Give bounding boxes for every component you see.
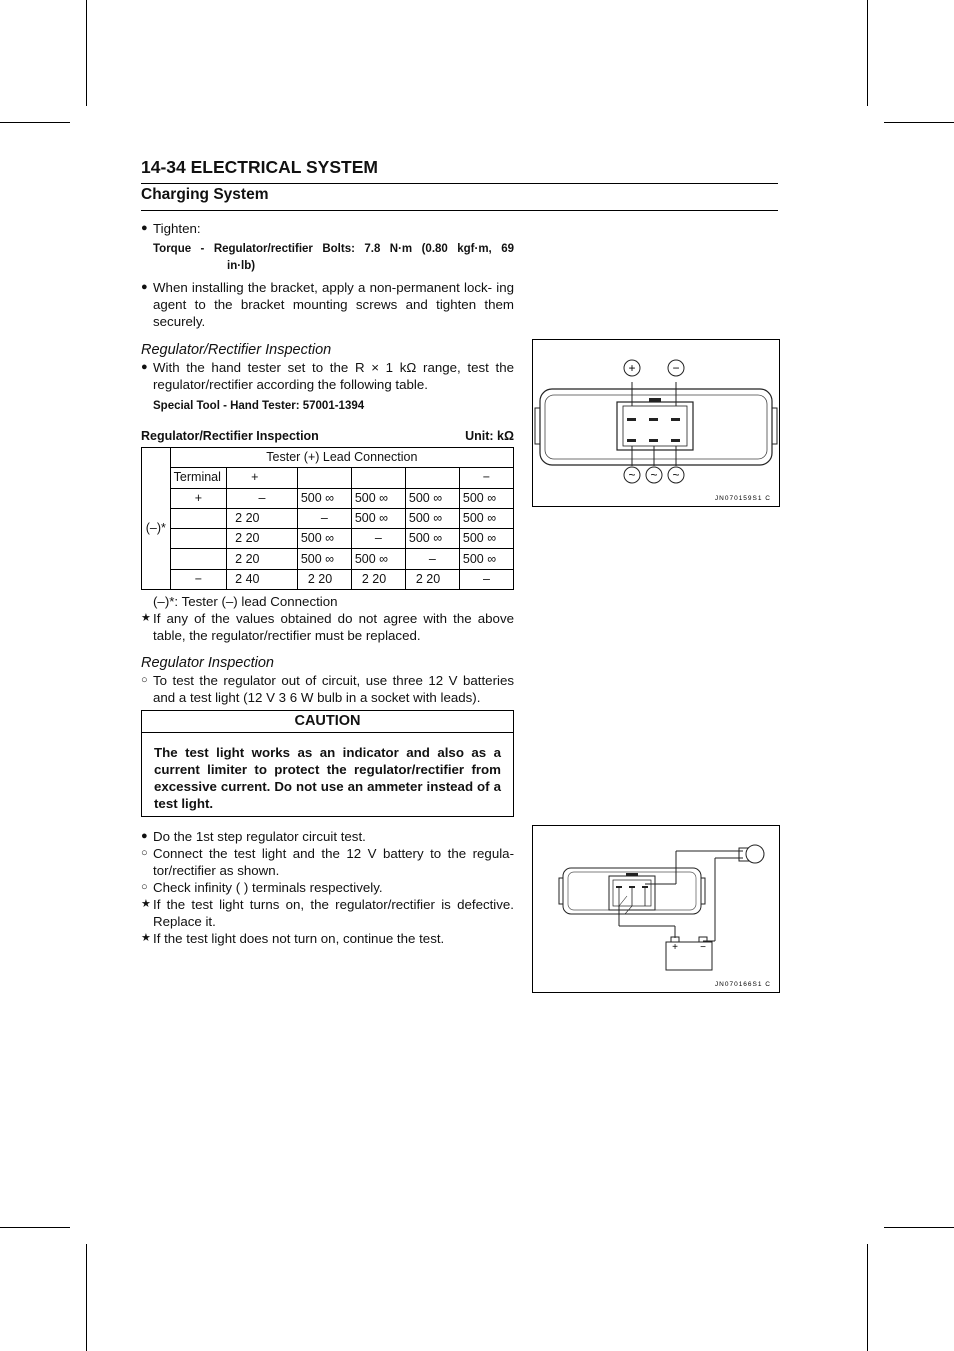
ac-terminal-label: ~: [672, 468, 680, 482]
table-row: [142, 529, 514, 549]
caution-body: The test light works as an indicator and also as a current limiter to protect the regulator/rectifier from excessive current. Do not use an ammeter instead of a test light.: [154, 745, 501, 812]
table-cell: –: [297, 508, 351, 528]
section-title: Charging System: [141, 186, 269, 203]
table-caption: [141, 427, 514, 445]
table-cell: 500 ∞: [351, 549, 405, 569]
bracket-note: When installing the bracket, apply a non-permanent lock- ing agent to the bracket mounting screws and tighten them securely.: [153, 280, 514, 329]
list-item: [141, 879, 514, 896]
regulator-note: To test the regulator out of circuit, use three 12 V batteries and a test light (12 V 3 6 W bulb in a socket with leads).: [153, 673, 514, 706]
bullet-icon: ●: [141, 281, 148, 293]
table-cell: 2 20: [405, 569, 459, 589]
ac-terminal-label: ~: [650, 468, 658, 482]
bullet-icon: ●: [141, 361, 148, 373]
figure-code: JN070166S1 C: [714, 981, 771, 988]
list-item: [141, 220, 514, 237]
table-cell: 500 ∞: [459, 508, 513, 528]
figure-rectifier-terminals: [532, 339, 780, 507]
crop-mark: [884, 1227, 954, 1228]
torque-text: Torque - Regulator/rectifier Bolts: 7.8 N·m (0.80 kgf·m, 69: [153, 243, 514, 255]
header-rule: [141, 183, 778, 184]
crop-mark: [0, 1227, 70, 1228]
list-item: [141, 930, 514, 947]
battery-minus-label: −: [700, 942, 706, 953]
circle-icon: ○: [141, 847, 148, 859]
table-cell: 500 ∞: [405, 529, 459, 549]
table-cell: 500 ∞: [405, 508, 459, 528]
table-cell: 2 20: [227, 549, 298, 569]
rectifier-diagram: [533, 340, 779, 506]
plus-terminal-label: +: [628, 361, 636, 375]
text-column-bottom: [141, 828, 514, 947]
table-cell: –: [227, 488, 298, 508]
bullet-icon: ●: [141, 830, 148, 842]
figure-test-light-circuit: [532, 825, 780, 993]
bullet-icon: ●: [141, 222, 148, 234]
test-circuit-diagram: [533, 826, 779, 992]
step-text: If the test light turns on, the regulator/rectifier is defective. Replace it.: [153, 897, 514, 929]
table-cell: −: [459, 468, 513, 488]
table-row: [142, 448, 514, 468]
crop-mark: [0, 122, 70, 123]
table-cell: +: [227, 468, 298, 488]
table-cell: [170, 508, 227, 528]
side-label: (–)*: [142, 468, 171, 590]
torque-spec: [141, 241, 514, 258]
list-item: [141, 359, 514, 393]
table-row: [142, 468, 514, 488]
section-rule: [141, 210, 778, 211]
text-column-top: [141, 220, 514, 817]
table-footnote: (–)*: Tester (–) lead Connection: [153, 594, 338, 610]
caution-title: CAUTION: [142, 711, 513, 733]
torque-text-cont: in·lb): [227, 260, 256, 272]
page-header: 14-34 ELECTRICAL SYSTEM: [141, 157, 378, 177]
battery-plus-label: +: [672, 942, 678, 953]
crop-mark: [884, 122, 954, 123]
special-tool: Special Tool - Hand Tester: 57001-1394: [153, 400, 365, 412]
inspection-table: [141, 447, 514, 590]
table-cell: 2 40: [227, 569, 298, 589]
table-cell: 2 20: [351, 569, 405, 589]
table-cell: −: [170, 569, 227, 589]
caution-box: [141, 710, 514, 817]
ac-terminal-label: ~: [628, 468, 636, 482]
table-row: [142, 549, 514, 569]
table-cell: 2 20: [227, 529, 298, 549]
table-unit: Unit: kΩ: [465, 429, 514, 443]
table-cell: Terminal: [170, 468, 227, 488]
table-cell: 500 ∞: [405, 488, 459, 508]
step-text: Connect the test light and the 12 V battery to the regula- tor/rectifier as shown.: [153, 846, 514, 878]
table-cell: 500 ∞: [297, 529, 351, 549]
table-cell: –: [459, 569, 513, 589]
table-cell: [405, 468, 459, 488]
rr-inspection-heading: Regulator/Rectifier Inspection: [141, 342, 332, 358]
list-item: [141, 610, 514, 644]
table-cell: 500 ∞: [297, 549, 351, 569]
table-cell: 500 ∞: [459, 488, 513, 508]
regulator-inspection-heading: Regulator Inspection: [141, 655, 274, 672]
minus-terminal-label: −: [672, 361, 680, 375]
table-row: [142, 488, 514, 508]
table-row: [142, 569, 514, 589]
star-icon: ★: [141, 612, 151, 625]
star-icon: ★: [141, 898, 151, 910]
rr-instruction: With the hand tester set to the R × 1 kΩ range, test the regulator/rectifier according the following table.: [153, 360, 514, 392]
table-cell: 2 20: [297, 569, 351, 589]
table-cell: 500 ∞: [297, 488, 351, 508]
list-item: [141, 828, 514, 845]
figure-code: JN070159S1 C: [714, 495, 771, 502]
table-cell: –: [405, 549, 459, 569]
star-icon: ★: [141, 932, 151, 944]
torque-spec-cont: [141, 258, 514, 275]
table-cell: +: [170, 488, 227, 508]
table-cell: 500 ∞: [351, 488, 405, 508]
replace-note: If any of the values obtained do not agree with the above table, the regulator/rectifier must be replaced.: [153, 611, 514, 644]
table-cell: [351, 468, 405, 488]
table-cell: 2 20: [227, 508, 298, 528]
crop-mark: [86, 1244, 87, 1351]
step-text: Check infinity ( ) terminals respectively.: [153, 880, 383, 895]
table-cell: [297, 468, 351, 488]
list-item: [141, 845, 514, 879]
list-item: [141, 279, 514, 330]
table-cell: 500 ∞: [459, 529, 513, 549]
table-cell: –: [351, 529, 405, 549]
table-cell: 500 ∞: [351, 508, 405, 528]
circle-icon: ○: [141, 881, 148, 893]
table-title: Regulator/Rectifier Inspection: [141, 429, 319, 443]
table-cell: [170, 549, 227, 569]
tester-header: Tester (+) Lead Connection: [170, 448, 513, 468]
crop-mark: [867, 1244, 868, 1351]
table-row: [142, 508, 514, 528]
table-cell: [170, 529, 227, 549]
crop-mark: [867, 0, 868, 106]
table-cell: 500 ∞: [459, 549, 513, 569]
step-text: Do the 1st step regulator circuit test.: [153, 829, 366, 844]
circle-icon: ○: [141, 674, 148, 687]
list-item: [141, 672, 514, 706]
tighten-label: Tighten:: [153, 221, 201, 236]
crop-mark: [86, 0, 87, 106]
step-text: If the test light does not turn on, continue the test.: [153, 931, 445, 946]
list-item: [141, 896, 514, 930]
